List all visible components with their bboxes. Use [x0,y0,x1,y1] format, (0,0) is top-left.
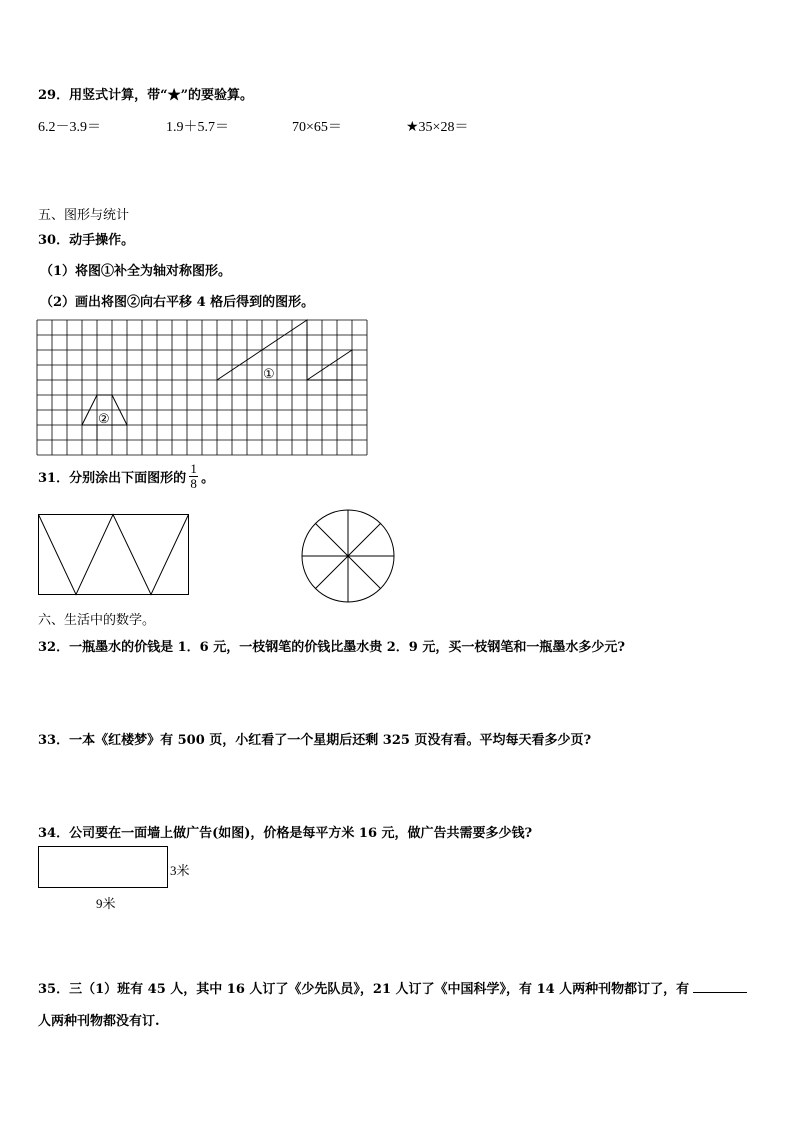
height-label: 3米 [170,863,190,878]
rectangle-triangles [38,514,190,596]
question-30-part2: （2）画出将图②向右平移 4 格后得到的图形。 [40,295,315,310]
question-34-text: 34．公司要在一面墙上做广告(如图)，价格是每平方米 16 元，做广告共需要多少钱? [38,826,533,841]
figure-1-label: ① [263,366,275,381]
question-35-text: 35．三（1）班有 45 人，其中 16 人订了《少先队员》，21 人订了《中国科学》，有 14 人两种刊物都订了，有 [38,982,690,997]
question-30-text: 30．动手操作。 [38,233,135,248]
expr-2: 1.9＋5.7＝ [166,120,229,135]
question-31-line [38,462,214,491]
expr-4: ★35×28＝ [406,120,469,135]
figure-2-label: ② [98,411,110,426]
section-5-title: 五、图形与统计 [38,208,130,223]
question-35-line1 [38,978,747,997]
question-32-text: 32．一瓶墨水的价钱是 1．6 元，一枝钢笔的价钱比墨水贵 2．9 元，买一枝钢笔和一瓶墨水多少元? [38,640,625,655]
answer-blank[interactable] [693,982,747,993]
billboard-rectangle [38,846,168,888]
section-6-title: 六、生活中的数学。 [38,613,156,628]
fraction-denominator: 8 [190,476,197,491]
fraction-one-eighth [189,462,198,491]
question-31-text: 31．分别涂出下面图形的 [38,471,187,486]
fraction-numerator: 1 [190,461,197,476]
question-33-text: 33．一本《红楼梦》有 500 页，小红看了一个星期后还剩 325 页没有看。平均每天看多少页? [38,733,592,748]
width-label: 9米 [96,896,116,911]
question-29-text: 29．用竖式计算，带“★”的要验算。 [38,88,254,103]
question-30-part1: （1）将图①补全为轴对称图形。 [40,264,232,279]
circle-eighths [300,508,396,604]
expr-1: 6.2－3.9＝ [38,120,101,135]
grid-figure [37,320,369,456]
question-35-line2: 人两种刊物都没有订. [38,1014,160,1029]
question-31-period: 。 [201,471,215,486]
expr-3: 70×65＝ [292,120,342,135]
